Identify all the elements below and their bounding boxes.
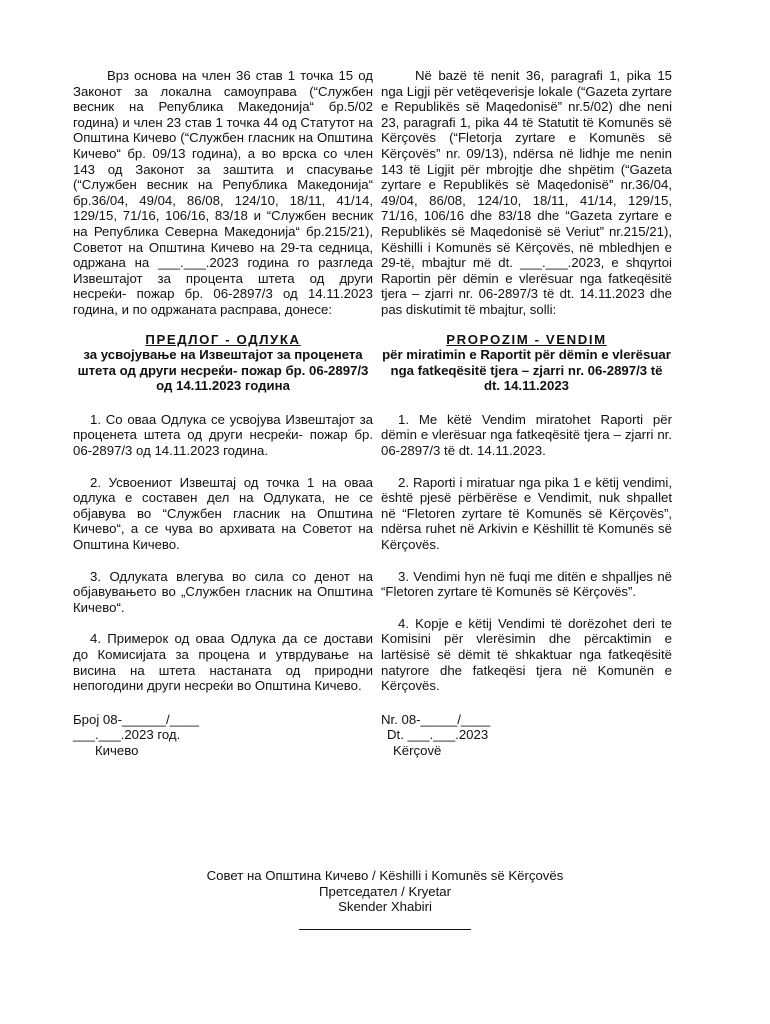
signature-footer (0, 868, 770, 930)
sq-heading (381, 332, 672, 394)
council-name: Совет на Општина Кичево / Këshilli i Komunës së Kërçovës (206, 868, 564, 883)
mk-signature-place: Кичево (95, 742, 139, 758)
sq-heading-subtitle: për miratimin e Raportit për dëmin e vlerësuar nga fatkeqësitë tjera – zjarri nr. 06-2897/3 të dt. 14.11.2023 (382, 347, 671, 394)
mk-heading (73, 332, 373, 394)
mk-heading-subtitle: за усвојување на Извештајот за проценета штета од други несреќи- пожар бр. 06-2897/3 од 14.11.2023 година (77, 347, 369, 394)
mk-heading-title: ПРЕДЛОГ - ОДЛУКА (145, 331, 301, 347)
mk-item-1: 1. Со оваа Одлука се усвојува Извештајот за проценета штета од други несреќи- пожар бр. 06-2897/3 од 14.11.2023 година. (73, 411, 373, 459)
albanian-column (381, 68, 672, 759)
sq-signature-date: Dt. ___.___.2023 (387, 727, 489, 743)
mk-signature-number: Број 08-______/____ (73, 711, 199, 727)
president-role: Претседател / Kryetar (319, 883, 451, 899)
mk-item-2: 2. Усвоениот Извештај од точка 1 на оваа одлука е составен дел на Одлуката, не се објавува во “Службен гласник на Општина Кичево“, а се чува во архивата на Советот на Општина Кичево. (73, 474, 373, 553)
mk-signature-date: ___.___.2023 год. (73, 727, 181, 743)
sq-signature-place: Kërçovë (393, 742, 442, 758)
macedonian-column (73, 68, 373, 759)
president-name: Skender Xhabiri (338, 899, 432, 915)
mk-preamble: Врз основа на член 36 став 1 точка 15 од Законот за локална самоуправа (“Службен весник на Република Македонија“ бр.5/02 година) и член 23 став 1 точка 44 од Статутот на Општина Кичево (“Службен гласник на Општина Кичево“ бр. 09/13 година), а во врска со член 143 од Законот за заштита и спасување (“Службен весник на Република Македонија“ бр.36/04, 49/04, 86/08, 124/10, 18/11, 41/14, 129/15, 71/16, 106/16, 83/18 и “Службен весник на Република Северна Македонија“ бр.215/21), Советот на Општина Кичево на 29-та седница, одржана на ___.___.2023 година го разгледа Извештајот за процента штета од други несреќи- пожар бр. 06-2897/3 од 14.11.2023 година, и по одржаната расправа, донесе: (73, 68, 373, 317)
sq-item-3: 3. Vendimi hyn në fuqi me ditën e shpalljes në “Fletoren zyrtare të Komunës së Kërçovës”. (381, 568, 672, 600)
sq-preamble: Në bazë të nenit 36, paragrafi 1, pika 15 nga Ligji për vetëqeverisje lokale (“Gazeta zyrtare e Republikës së Maqedonisë” nr.5/02) dhe neni 23, paragrafi 1, pika 44 të Statutit të Komunës së Kërçovës (“Fletorja zyrtare e Komunës së Kërçovës” nr. 09/13), ndërsa në lidhje me nenin 143 të Ligjit për mbrojtje dhe shpëtim (“Gazeta zyrtare e Republikës së Maqedonisë” nr.36/04, 49/04, 86/08, 124/10, 18/11, 41/14, 129/15, 71/16, 106/16 dhe 83/18 dhe “Gazeta zyrtare e Republikës së Maqedonisë së Veriut” nr.215/21), Këshilli i Komunës së Kërçovës, në mbledhjen e 29-të, mbajtur më dt. ___.___.2023, e shqyrtoi Raportin për dëmin e vlerësuar nga fatkeqësitë tjera – zjarri nr. 06-2897/3 të dt. 14.11.2023 dhe pas diskutimit të mbajtur, solli: (381, 68, 672, 317)
sq-heading-title: PROPOZIM - VENDIM (446, 331, 607, 347)
sq-item-4: 4. Kopje e këtij Vendimi të dorëzohet deri te Komisini për vlerësimin dhe përcaktimin e lartësisë së dëmit të shkaktuar nga fatkeqësitë natyrore dhe fatkeqësi tjera në Komunën e Kërçovës. (381, 615, 672, 694)
sq-item-1: 1. Me këtë Vendim miratohet Raporti për dëmin e vlerësuar nga fatkeqësitë tjera – zjarri nr. 06-2897/3 të dt. 14.11.2023. (381, 411, 672, 459)
mk-item-4: 4. Примерок од оваа Одлука да се достави до Комисијата за процена и утврдување на висина на штета настаната од природни непогодини други несреќи во Општина Кичево. (73, 631, 373, 694)
sq-item-2: 2. Raporti i miratuar nga pika 1 e këtij vendimi, është pjesë përbërëse e Vendimit, nuk shpallet në “Fletoren zyrtare të Komunës së Kërçovës”, ndërsa ruhet në Arkivin e Këshillit të Komunës së Kërçovës. (381, 474, 672, 553)
mk-item-3: 3. Одлуката влегува во сила со денот на објавувањето во „Службен гласник на Општина Кичево“. (73, 568, 373, 615)
signature-line (299, 921, 471, 930)
sq-signature-number: Nr. 08-_____/____ (381, 711, 491, 727)
